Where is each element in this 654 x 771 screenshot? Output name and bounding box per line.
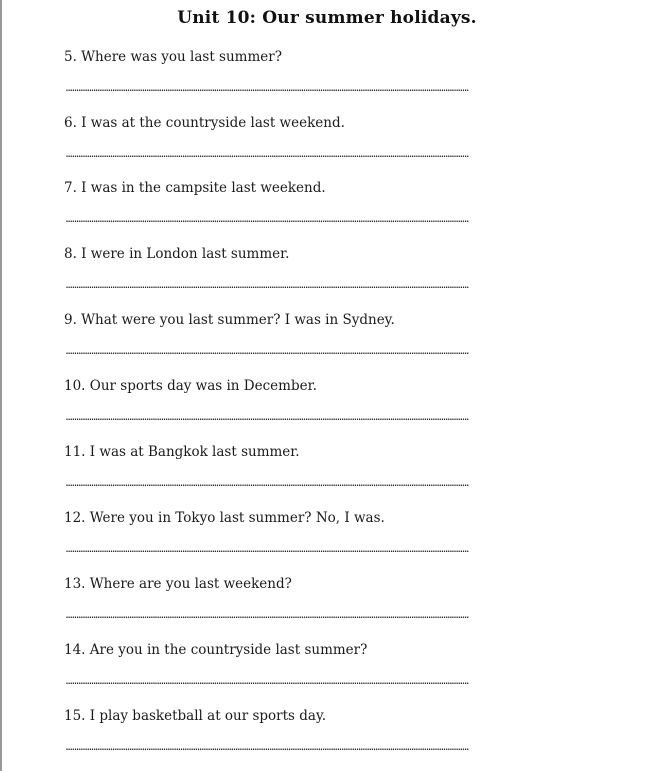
- question-item: [64, 49, 504, 94]
- answer-line[interactable]: ..............................................................................................................................................................................................: [64, 347, 467, 357]
- question-text: 7. I was in the campsite last weekend.: [64, 180, 326, 196]
- question-text: 10. Our sports day was in December.: [64, 378, 317, 394]
- question-text: 9. What were you last summer? I was in Sydney.: [64, 312, 395, 328]
- worksheet-title: Unit 10: Our summer holidays.: [177, 8, 477, 28]
- question-text: 5. Where was you last summer?: [64, 49, 282, 65]
- answer-line[interactable]: ..............................................................................................................................................................................................: [64, 677, 467, 687]
- question-item: [64, 444, 504, 489]
- answer-line[interactable]: ..............................................................................................................................................................................................: [64, 281, 467, 291]
- question-text: 13. Where are you last weekend?: [64, 576, 292, 592]
- answer-line[interactable]: ..............................................................................................................................................................................................: [64, 545, 467, 555]
- question-text: 12. Were you in Tokyo last summer? No, I was.: [64, 510, 385, 526]
- answer-line[interactable]: ..............................................................................................................................................................................................: [64, 479, 467, 489]
- question-item: [64, 115, 504, 160]
- question-text: 14. Are you in the countryside last summer?: [64, 642, 368, 658]
- question-item: [64, 642, 504, 687]
- question-item: [64, 576, 504, 621]
- question-item: [64, 312, 504, 357]
- answer-line[interactable]: ..............................................................................................................................................................................................: [64, 413, 467, 423]
- page-left-border: [0, 0, 2, 771]
- answer-line[interactable]: ..............................................................................................................................................................................................: [64, 84, 467, 94]
- question-item: [64, 708, 504, 753]
- question-item: [64, 180, 504, 225]
- answer-line[interactable]: ..............................................................................................................................................................................................: [64, 215, 467, 225]
- question-item: [64, 246, 504, 291]
- answer-line[interactable]: ..............................................................................................................................................................................................: [64, 743, 467, 753]
- question-text: 15. I play basketball at our sports day.: [64, 708, 327, 724]
- question-item: [64, 378, 504, 423]
- answer-line[interactable]: ..............................................................................................................................................................................................: [64, 150, 467, 160]
- question-item: [64, 510, 504, 555]
- answer-line[interactable]: ..............................................................................................................................................................................................: [64, 611, 467, 621]
- question-text: 6. I was at the countryside last weekend.: [64, 115, 345, 131]
- question-text: 8. I were in London last summer.: [64, 246, 290, 262]
- question-text: 11. I was at Bangkok last summer.: [64, 444, 300, 460]
